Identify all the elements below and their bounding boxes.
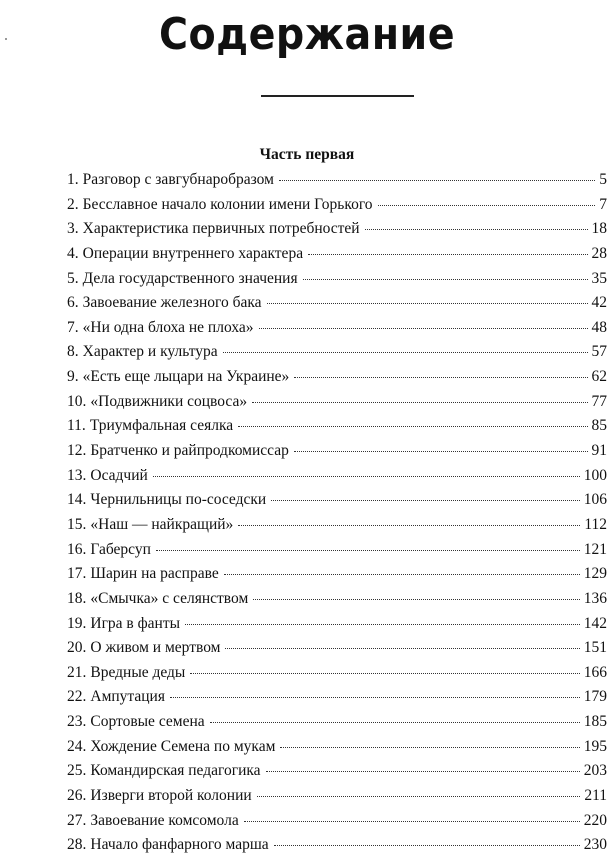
toc-entry-page: 5 bbox=[599, 171, 607, 188]
toc-dot-leader bbox=[225, 648, 579, 649]
toc-entry-number: 25. bbox=[67, 762, 87, 780]
toc-entry-title: «Есть еще лыцари на Украине» bbox=[82, 368, 290, 386]
toc-entry bbox=[67, 220, 607, 245]
toc-entry-title: «Наш — найкращий» bbox=[90, 515, 234, 533]
toc-entry-title: Характеристика первичных потребностей bbox=[82, 220, 360, 238]
toc-dot-leader bbox=[266, 771, 580, 772]
toc-entry-title: «Смычка» с селянством bbox=[90, 589, 249, 607]
toc-entry-title: Командирская педагогика bbox=[90, 762, 261, 780]
toc-dot-leader bbox=[378, 205, 596, 206]
toc-entry-title: Осадчий bbox=[90, 466, 148, 484]
toc-entry bbox=[67, 615, 607, 640]
toc-entry-number: 2. bbox=[67, 195, 79, 213]
toc-entry-page: 48 bbox=[591, 318, 607, 336]
toc-dot-leader bbox=[156, 550, 580, 551]
toc-entry-title: Характер и культура bbox=[82, 343, 218, 361]
toc-entry-title: Чернильницы по-соседски bbox=[90, 491, 267, 509]
toc-entry-title: Завоевание железного бака bbox=[82, 294, 262, 312]
toc-dot-leader bbox=[294, 451, 588, 452]
toc-entry-number: 18. bbox=[67, 589, 87, 607]
toc-entry bbox=[67, 270, 607, 295]
toc-entry-number: 1. bbox=[67, 171, 79, 188]
toc-dot-leader bbox=[308, 254, 587, 255]
toc-entry-page: 142 bbox=[583, 614, 607, 632]
toc-dot-leader bbox=[210, 722, 580, 723]
toc-dot-leader bbox=[253, 599, 579, 600]
toc-entry-number: 17. bbox=[67, 565, 87, 583]
toc-entry-title: Триумфальная сеялка bbox=[89, 417, 234, 435]
toc-entry-number: 24. bbox=[67, 737, 87, 755]
toc-entry-title: Завоевание комсомола bbox=[90, 811, 239, 829]
toc-entry-number: 4. bbox=[67, 244, 79, 262]
toc-entry-title: Сортовые семена bbox=[90, 713, 205, 731]
toc-entry-page: 35 bbox=[591, 269, 607, 287]
toc-entry-page: 85 bbox=[591, 417, 607, 435]
toc-entry bbox=[67, 393, 607, 418]
part-heading: Часть первая bbox=[259, 146, 355, 163]
table-of-contents bbox=[67, 171, 607, 861]
toc-entry-number: 5. bbox=[67, 269, 79, 287]
toc-entry-title: «Подвижники соцвоса» bbox=[90, 392, 248, 410]
toc-entry-number: 10. bbox=[67, 392, 87, 410]
toc-dot-leader bbox=[279, 180, 595, 181]
toc-entry-number: 20. bbox=[67, 639, 87, 657]
toc-entry bbox=[67, 516, 607, 541]
toc-entry bbox=[67, 664, 607, 689]
toc-entry-title: Вредные деды bbox=[90, 663, 186, 681]
toc-entry-title: «Ни одна блоха не плоха» bbox=[82, 318, 254, 336]
toc-dot-leader bbox=[274, 845, 580, 846]
toc-entry-number: 21. bbox=[67, 663, 87, 681]
toc-entry-number: 14. bbox=[67, 491, 87, 509]
toc-entry-title: Братченко и райпродкомиссар bbox=[90, 442, 289, 460]
title-divider bbox=[261, 95, 414, 97]
toc-entry bbox=[67, 787, 607, 812]
toc-entry-page: 185 bbox=[583, 713, 607, 731]
toc-entry bbox=[67, 491, 607, 516]
toc-entry-page: 100 bbox=[583, 466, 607, 484]
page-title: Содержание bbox=[158, 9, 456, 60]
toc-entry-number: 28. bbox=[67, 836, 87, 854]
toc-dot-leader bbox=[294, 377, 587, 378]
scan-speck bbox=[5, 38, 7, 40]
toc-entry-number: 16. bbox=[67, 540, 87, 558]
toc-entry-page: 106 bbox=[583, 491, 607, 509]
toc-dot-leader bbox=[365, 229, 588, 230]
toc-entry-page: 77 bbox=[591, 392, 607, 410]
toc-entry-title: О живом и мертвом bbox=[90, 639, 221, 657]
toc-entry-page: 166 bbox=[583, 663, 607, 681]
toc-entry-page: 57 bbox=[591, 343, 607, 361]
toc-entry-number: 8. bbox=[67, 343, 79, 361]
toc-entry-page: 129 bbox=[583, 565, 607, 583]
toc-entry-title: Хождение Семена по мукам bbox=[90, 737, 276, 755]
toc-entry-title: Дела государственного значения bbox=[82, 269, 298, 287]
toc-entry-page: 18 bbox=[591, 220, 607, 238]
toc-dot-leader bbox=[257, 796, 581, 797]
toc-entry-number: 23. bbox=[67, 713, 87, 731]
toc-entry-title: Операции внутреннего характера bbox=[82, 244, 304, 262]
toc-dot-leader bbox=[190, 673, 579, 674]
toc-entry-page: 151 bbox=[583, 639, 607, 657]
toc-entry-page: 91 bbox=[591, 442, 607, 460]
toc-entry bbox=[67, 688, 607, 713]
toc-entry-page: 230 bbox=[583, 836, 607, 854]
toc-entry bbox=[67, 590, 607, 615]
toc-entry-title: Игра в фанты bbox=[90, 614, 181, 632]
toc-entry-page: 28 bbox=[591, 244, 607, 262]
toc-dot-leader bbox=[238, 525, 580, 526]
toc-entry bbox=[67, 368, 607, 393]
toc-entry-number: 19. bbox=[67, 614, 87, 632]
toc-dot-leader bbox=[303, 279, 588, 280]
toc-entry-title: Шарин на расправе bbox=[90, 565, 219, 583]
toc-entry bbox=[67, 762, 607, 787]
toc-entry bbox=[67, 294, 607, 319]
toc-dot-leader bbox=[223, 352, 588, 353]
toc-entry-number: 22. bbox=[67, 688, 87, 706]
toc-entry-page: 136 bbox=[583, 589, 607, 607]
toc-dot-leader bbox=[238, 426, 587, 427]
toc-entry-page: 7 bbox=[599, 195, 607, 213]
toc-entry-number: 27. bbox=[67, 811, 87, 829]
toc-entry-title: Начало фанфарного марша bbox=[90, 836, 269, 854]
toc-entry bbox=[67, 343, 607, 368]
toc-entry-number: 15. bbox=[67, 515, 87, 533]
toc-entry-title: Ампутация bbox=[90, 688, 165, 706]
toc-entry bbox=[67, 541, 607, 566]
toc-entry bbox=[67, 713, 607, 738]
toc-entry bbox=[67, 812, 607, 837]
toc-entry bbox=[67, 639, 607, 664]
toc-dot-leader bbox=[153, 476, 580, 477]
toc-entry-page: 179 bbox=[583, 688, 607, 706]
toc-entry bbox=[67, 319, 607, 344]
toc-entry-title: Бесславное начало колонии имени Горького bbox=[82, 195, 373, 213]
toc-entry bbox=[67, 467, 607, 492]
toc-entry-title: Разговор с завгубнаробразом bbox=[82, 171, 274, 188]
toc-entry-number: 11. bbox=[67, 417, 86, 435]
toc-entry bbox=[67, 836, 607, 861]
toc-dot-leader bbox=[244, 821, 580, 822]
toc-dot-leader bbox=[185, 624, 580, 625]
toc-entry bbox=[67, 738, 607, 763]
toc-entry bbox=[67, 417, 607, 442]
toc-entry-number: 6. bbox=[67, 294, 79, 312]
toc-entry-page: 121 bbox=[583, 540, 607, 558]
toc-entry-number: 7. bbox=[67, 318, 79, 336]
toc-entry-page: 211 bbox=[584, 787, 607, 805]
toc-entry-page: 62 bbox=[591, 368, 607, 386]
toc-entry bbox=[67, 196, 607, 221]
toc-entry-page: 220 bbox=[583, 811, 607, 829]
toc-entry bbox=[67, 171, 607, 196]
toc-dot-leader bbox=[267, 303, 588, 304]
toc-entry bbox=[67, 565, 607, 590]
toc-entry-number: 26. bbox=[67, 787, 87, 805]
toc-dot-leader bbox=[259, 328, 588, 329]
toc-entry-number: 13. bbox=[67, 466, 87, 484]
toc-entry-title: Изверги второй колонии bbox=[90, 787, 252, 805]
toc-entry-page: 42 bbox=[591, 294, 607, 312]
toc-entry bbox=[67, 442, 607, 467]
toc-entry-page: 203 bbox=[583, 762, 607, 780]
toc-entry-number: 9. bbox=[67, 368, 79, 386]
toc-dot-leader bbox=[280, 747, 579, 748]
toc-dot-leader bbox=[252, 402, 587, 403]
toc-dot-leader bbox=[170, 697, 580, 698]
toc-entry bbox=[67, 245, 607, 270]
toc-entry-number: 12. bbox=[67, 442, 87, 460]
toc-dot-leader bbox=[224, 574, 580, 575]
toc-entry-number: 3. bbox=[67, 220, 79, 238]
toc-entry-title: Габерсуп bbox=[90, 540, 151, 558]
toc-entry-page: 195 bbox=[583, 737, 607, 755]
toc-dot-leader bbox=[271, 500, 580, 501]
toc-entry-page: 112 bbox=[584, 515, 607, 533]
